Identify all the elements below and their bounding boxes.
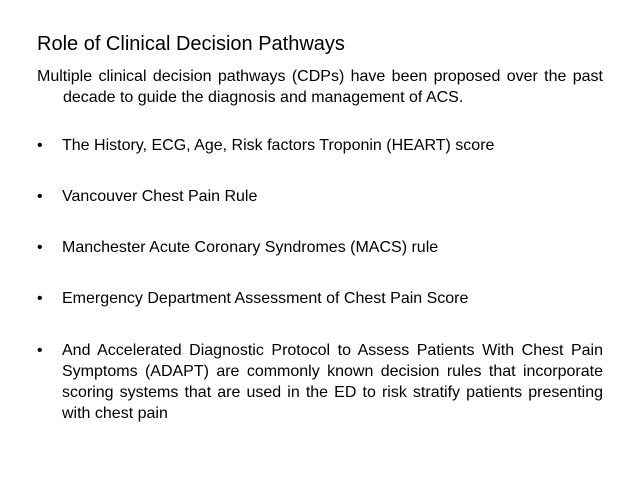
bullet-icon: • [37, 342, 43, 359]
bullet-icon: • [37, 290, 43, 307]
bullet-icon: • [37, 239, 43, 256]
bullet-item [37, 237, 603, 258]
bullet-text: And Accelerated Diagnostic Protocol to Assess Patients With Chest Pain Symptoms (ADAPT) are commonly known decision rules that incorporate scoring systems that are used in the ED to risk stratify patients presenting with chest pain [62, 342, 603, 422]
slide-title: Role of Clinical Decision Pathways [37, 33, 345, 55]
bullet-icon: • [37, 188, 43, 205]
bullet-item [37, 288, 603, 309]
bullet-item [37, 135, 603, 156]
bullet-text: Emergency Department Assessment of Chest Pain Score [62, 290, 469, 307]
bullet-text: Manchester Acute Coronary Syndromes (MACS) rule [62, 239, 439, 256]
intro-paragraph: Multiple clinical decision pathways (CDPs) have been proposed over the past decade to guide the diagnosis and management of ACS. [37, 68, 603, 106]
bullet-text: The History, ECG, Age, Risk factors Troponin (HEART) score [62, 137, 495, 154]
bullet-item [37, 186, 603, 207]
bullet-icon: • [37, 137, 43, 154]
bullet-item [37, 340, 603, 424]
bullet-text: Vancouver Chest Pain Rule [62, 188, 258, 205]
